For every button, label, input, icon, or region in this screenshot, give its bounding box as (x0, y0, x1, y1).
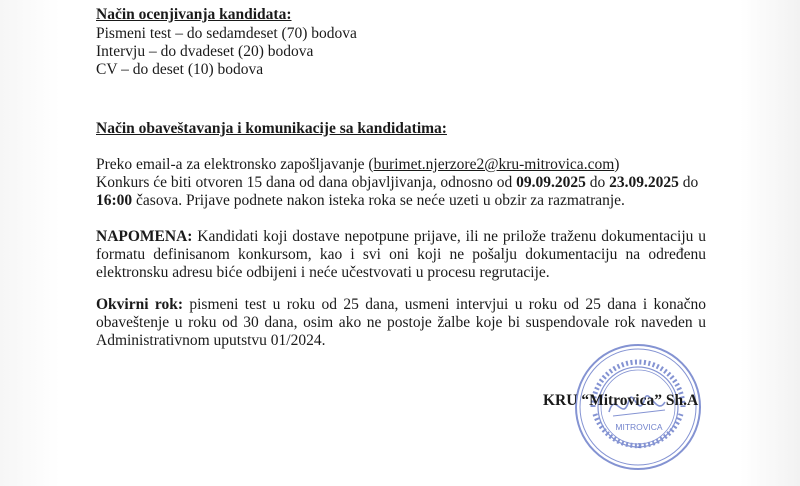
note-label: NAPOMENA: (96, 228, 193, 245)
note-paragraph (96, 228, 706, 282)
notice-heading: Način obaveštavanja i komunikacije sa kandidatima: (96, 120, 447, 137)
grading-item-written-test: Pismeni test – do sedamdeset (70) bodova (96, 25, 357, 42)
stamp-center-text: MITROVICA (615, 422, 663, 432)
date-from: 09.09.2025 (516, 174, 586, 191)
grading-item-interview: Intervju – do dvadeset (20) bodova (96, 43, 314, 60)
notice-dates-text-c: do (678, 174, 699, 191)
grading-heading: Način ocenjivanja kandidata: (96, 6, 292, 23)
note-text: Kandidati koji dostave nepotpune prijave, ili ne prilože traženu dokumentaciju u formatu definisanom konkursom, kao i svi oni koji ne pošalju dokumentaciju na određenu elektronsku adresu biće odbijeni i neće učestvovati u procesu regrutacije. (96, 228, 706, 281)
signature-company: KRU “Mitrovica” Sh.A (543, 392, 699, 409)
deadline-text: pismeni test u roku od 25 dana, usmeni intervjui u roku od 25 dana i konačno obaveštenje u roku od 30 dana, osim ako ne postoje žalbe koje bi suspendovale rok naveden u Administrativnom uputstvu 01/2024. (96, 296, 707, 349)
email-link[interactable]: burimet.njerzore2@kru-mitrovica.com (373, 156, 615, 173)
notice-dates-text-b: do (585, 174, 610, 191)
notice-line-email (96, 156, 619, 174)
notice-time-rest: časova. Prijave podnete nakon isteka roka se neće uzeti u obzir za razmatranje. (132, 192, 625, 209)
deadline-time: 16:00 (96, 192, 133, 209)
notice-line-dates (96, 174, 698, 192)
notice-dates-text-a: Konkurs će biti otvoren 15 dana od dana objavljivanja, odnosno od (96, 174, 517, 191)
notice-email-prefix: Preko email-a za elektronsko zapošljavanje ( (96, 156, 374, 173)
notice-line-time (96, 192, 625, 210)
notice-email-suffix: ) (614, 156, 620, 173)
date-to: 23.09.2025 (609, 174, 679, 191)
deadline-label: Okvirni rok: (96, 296, 184, 313)
grading-item-cv: CV – do deset (10) bodova (96, 61, 264, 78)
svg-text:1: 1 (637, 443, 641, 450)
